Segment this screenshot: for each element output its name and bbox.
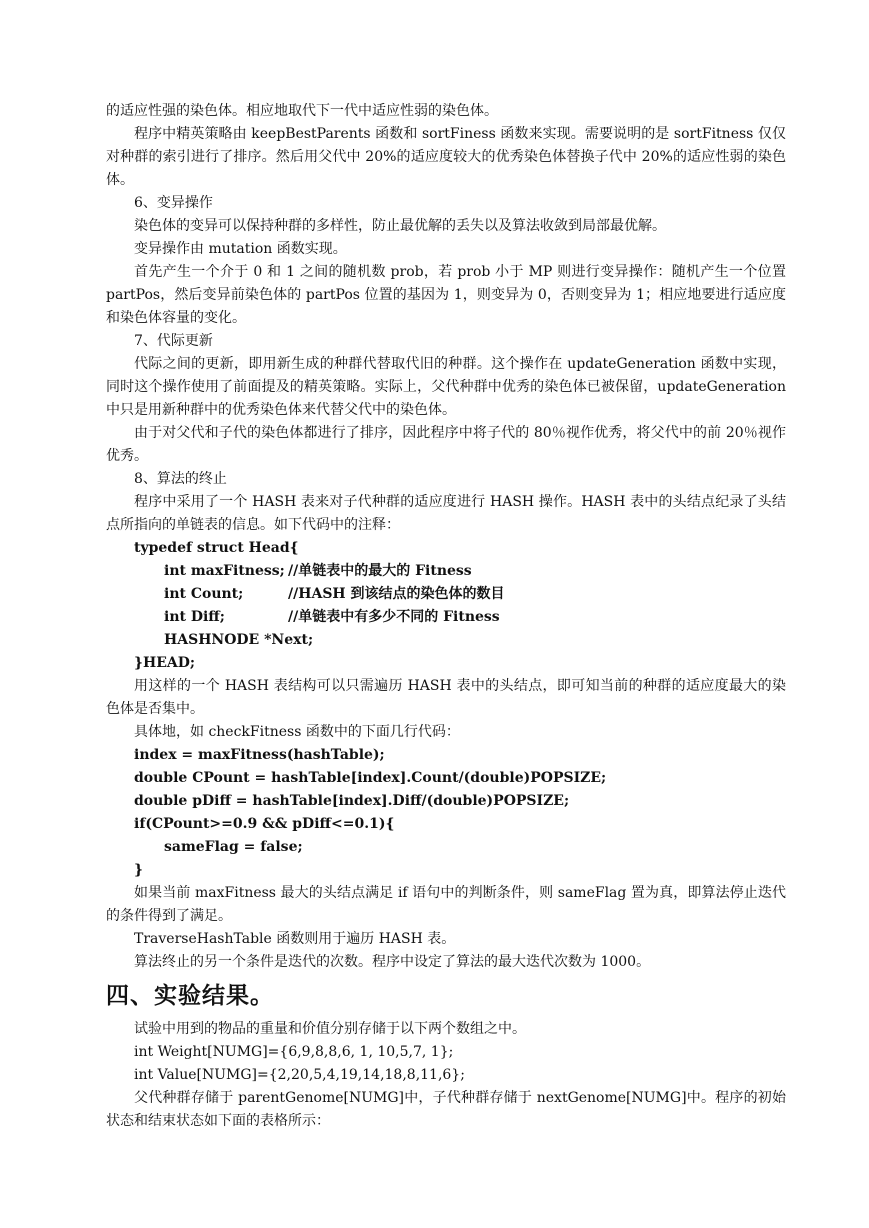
paragraph: 如果当前 maxFitness 最大的头结点满足 if 语句中的判断条件，则 sameFlag 置为真，即算法停止迭代的条件得到了满足。: [106, 885, 786, 924]
code-line: [106, 583, 786, 606]
paragraph: 算法终止的另一个条件是迭代的次数。程序中设定了算法的最大迭代次数为 1000。: [134, 954, 651, 970]
paragraph: 试验中用到的物品的重量和价值分别存储于以下两个数组之中。: [134, 1021, 526, 1037]
code-line: HASHNODE *Next;: [164, 632, 314, 648]
paragraph: 用这样的一个 HASH 表结构可以只需遍历 HASH 表中的头结点，即可知当前的种群的适应度最大的染色体是否集中。: [106, 678, 786, 717]
paragraph: 具体地，如 checkFitness 函数中的下面几行代码：: [134, 724, 460, 740]
paragraph: 父代种群存储于 parentGenome[NUMG]中，子代种群存储于 nextGenome[NUMG]中。程序的初始状态和结束状态如下面的表格所示：: [106, 1090, 786, 1129]
section-title: 7、代际更新: [134, 333, 213, 349]
code-inline-value: int Value[NUMG]={2,20,5,4,19,14,18,8,11,6};: [134, 1067, 465, 1083]
paragraph: 染色体的变异可以保持种群的多样性，防止最优解的丢失以及算法收敛到局部最优解。: [134, 218, 666, 234]
code-line: [106, 606, 786, 629]
code-decl: int maxFitness;: [164, 563, 285, 579]
code-line: typedef struct Head{: [134, 540, 299, 556]
section-title: 6、变异操作: [134, 195, 213, 211]
code-line: double pDiff = hashTable[index].Diff/(double)POPSIZE;: [134, 793, 570, 809]
paragraph: TraverseHashTable 函数则用于遍历 HASH 表。: [134, 931, 456, 947]
paragraph: 首先产生一个介于 0 和 1 之间的随机数 prob，若 prob 小于 MP 则进行变异操作：随机产生一个位置 partPos，然后变异前染色体的 partPos 位置的基因为 1，则变异为 0，否则变异为 1；相应地要进行适应度和染色体容量的变化。: [106, 264, 786, 326]
code-line: }: [134, 862, 144, 878]
chapter-heading: 四、实验结果。: [106, 983, 274, 1009]
code-decl: int Diff;: [164, 609, 225, 625]
document-page: [106, 100, 786, 1133]
code-line: }HEAD;: [134, 655, 196, 671]
paragraph: 程序中精英策略由 keepBestParents 函数和 sortFiness 函数来实现。需要说明的是 sortFitness 仅仅对种群的索引进行了排序。然后用父代中 20%的适应度较大的优秀染色体替换子代中 20%的适应性弱的染色体。: [106, 126, 786, 188]
paragraph: 由于对父代和子代的染色体都进行了排序，因此程序中将子代的 80％视作优秀，将父代中的前 20％视作优秀。: [106, 425, 786, 464]
paragraph: 变异操作由 mutation 函数实现。: [134, 241, 347, 257]
code-comment: //单链表中有多少不同的 Fitness: [288, 609, 500, 625]
code-line: if(CPount>=0.9 && pDiff<=0.1){: [134, 816, 395, 832]
code-line: sameFlag = false;: [164, 839, 303, 855]
code-line: double CPount = hashTable[index].Count/(double)POPSIZE;: [134, 770, 607, 786]
code-decl: int Count;: [164, 586, 244, 602]
section-title: 8、算法的终止: [134, 471, 227, 487]
code-block-check-fitness: [106, 744, 786, 882]
code-line: [106, 560, 786, 583]
paragraph: 代际之间的更新，即用新生成的种群代替取代旧的种群。这个操作在 updateGeneration 函数中实现，同时这个操作使用了前面提及的精英策略。实际上，父代种群中优秀的染色体已被保留，updateGeneration 中只是用新种群中的优秀染色体来代替父代中的染色体。: [106, 356, 786, 418]
code-inline-weight: int Weight[NUMG]={6,9,8,8,6, 1, 10,5,7, 1};: [134, 1044, 454, 1060]
paragraph: 的适应性强的染色体。相应地取代下一代中适应性弱的染色体。: [106, 103, 498, 119]
code-line: index = maxFitness(hashTable);: [134, 747, 385, 763]
code-comment: //HASH 到该结点的染色体的数目: [288, 586, 505, 602]
code-comment: //单链表中的最大的 Fitness: [288, 563, 472, 579]
paragraph: 程序中采用了一个 HASH 表来对子代种群的适应度进行 HASH 操作。HASH 表中的头结点纪录了头结点所指向的单链表的信息。如下代码中的注释：: [106, 494, 786, 533]
code-block-head-struct: [106, 537, 786, 675]
